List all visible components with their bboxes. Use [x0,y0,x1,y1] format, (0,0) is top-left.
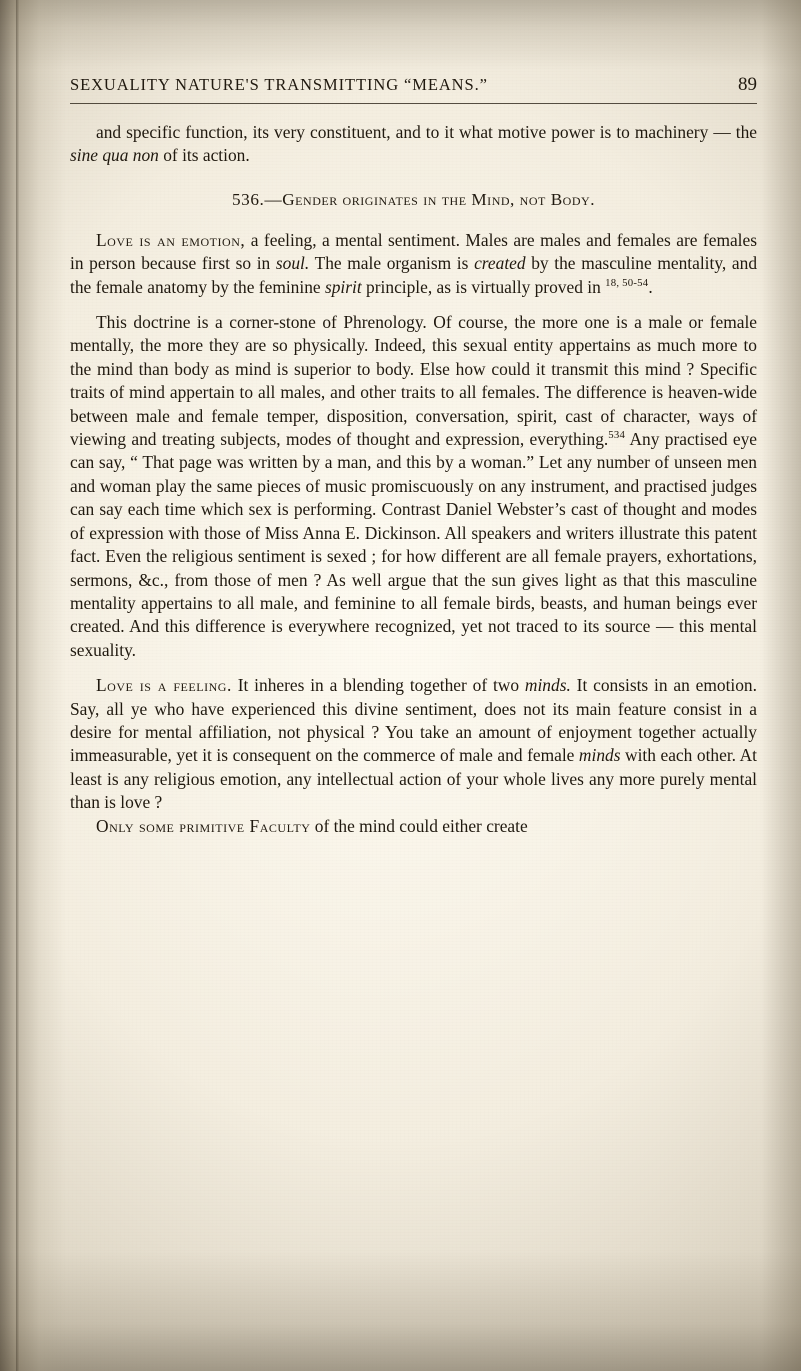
paragraph-1 [70,229,757,299]
text-run: This doctrine is a corner-stone of Phrenology. Of course, the more one is a male or female mentally, the more they are so physically. Indeed, this sexual entity appertains as much more to the mind than body as mind is superior to body. Else how could it transmit this mind ? Specific traits of mind appertain to all males, and other traits to all females. The difference is heaven-wide between male and female temper, disposition, conversation, spirit, cast of character, ways of viewing and treating subjects, modes of thought and expression, everything. [70,312,757,450]
lead-in-smallcaps: Love is a feeling. [96,675,232,696]
section-heading [70,190,757,210]
text-run-italic: minds. [524,675,571,696]
lead-in-smallcaps: Only some primitive Faculty [96,815,311,836]
paragraph-2 [70,311,757,662]
text-run: . [648,276,653,297]
text-run-italic: spirit [324,276,362,297]
text-run: The male organism is [309,253,475,274]
text-run-italic: sine qua non [70,145,159,166]
running-head [70,74,757,104]
page-content [70,74,757,838]
text-run: It inheres in a blending together of two [231,675,525,696]
text-run: and specific function, its very constituent, and to it what motive power is to machinery — the [96,122,757,142]
paragraph-3 [70,674,757,814]
text-run: Any practised eye can say, “ That page was written by a man, and this by a woman.” Let any number of unseen men and woman play the same pieces of music promiscuously on any instrument, and practised judges can say each time which sex is performing. Contrast Daniel Webster’s cast of thought and modes of expression with those of Miss Anna E. Dickinson. All speakers and writers illustrate this patent fact. Even the religious sentiment is sexed ; for how different are all female prayers, exhortations, sermons, &c., from those of men ? As well argue that the sun gives light as that this masculine mentality appertains to all male, and feminine to all female birds, beasts, and human beings ever created. And this difference is everywhere recognized, yet not traced to its source — this mental sexuality. [70,429,757,660]
text-run-italic: created [474,253,526,274]
text-run-italic: minds [578,745,621,766]
footnote-reference: 18, 50-54 [605,276,649,289]
footnote-reference: 534 [608,429,626,442]
text-run: by the masculine mentality, and the female anatomy by the feminine [70,253,758,297]
text-run: of the mind could either create [310,815,528,836]
text-run: of its action. [158,145,250,166]
text-run-italic: soul. [275,253,310,274]
page-number: 89 [738,74,757,95]
text-run: a feeling, a mental sentiment. Males are males and females are females in person because first so in [70,229,758,274]
paragraph-continuation [70,121,757,168]
running-head-title: SEXUALITY NATURE'S TRANSMITTING “MEANS.” [70,75,488,94]
text-run: It consists in an emotion. Say, all ye who have experienced this divine sentiment, does not its main feature consist in a desire for mental affiliation, not physical ? You take an amount of enjoyment together actually immeasurable, yet it is consequent on the commerce of male and female [70,675,757,766]
section-title: Gender originates in the Mind, not Body. [282,189,596,209]
text-run: with each other. At least is any religious emotion, any intellectual action of your whole lives any more purely mental than is love ? [70,745,757,813]
section-number: 536.— [231,189,283,209]
text-run: principle, as is virtually proved in [361,276,606,297]
paragraph-4 [70,815,757,838]
lead-in-smallcaps: Love is an emotion, [96,229,246,250]
